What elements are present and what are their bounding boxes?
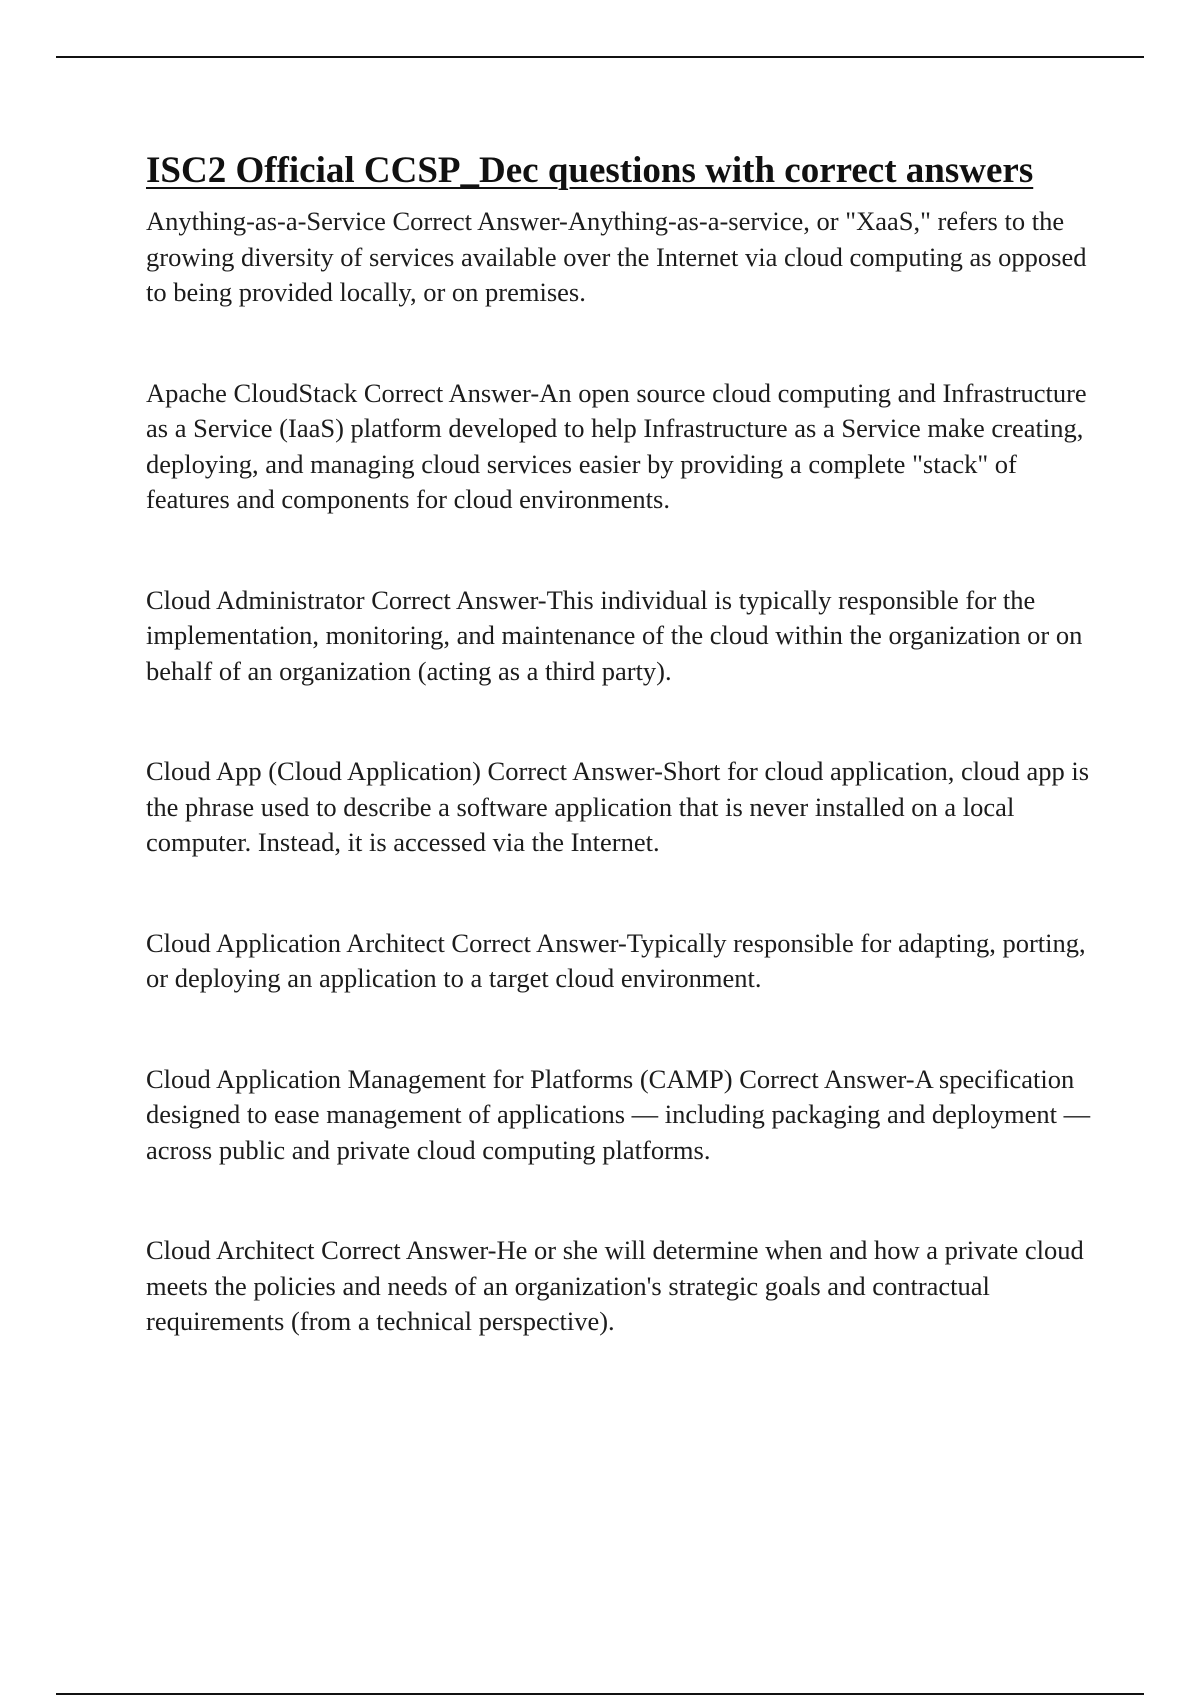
qa-entry: Cloud Administrator Correct Answer-This individual is typically responsible for the implementation, monitoring, and maintenance of the cloud within the organization or on behalf of an organization (acting as a third party). xyxy=(146,584,1083,686)
header-rule xyxy=(56,56,1144,58)
qa-entry: Anything-as-a-Service Correct Answer-Anything-as-a-service, or "XaaS," refers to the growing diversity of services available over the Internet via cloud computing as opposed to being provided locally, or on premises. xyxy=(146,206,1087,307)
qa-entry: Cloud Architect Correct Answer-He or she will determine when and how a private cloud meets the policies and needs of an organization's strategic goals and contractual requirements (from a technical perspective). xyxy=(146,1235,1084,1336)
qa-entry: Cloud App (Cloud Application) Correct Answer-Short for cloud application, cloud app is the phrase used to describe a software application that is never installed on a local computer. Instead, it is accessed via the Internet. xyxy=(146,756,1090,857)
qa-entry: Apache CloudStack Correct Answer-An open source cloud computing and Infrastructure as a Service (IaaS) platform developed to help Infrastructure as a Service make creating, deploying, and managing cloud services easier by providing a complete "stack" of features and components for cloud environments. xyxy=(146,377,1087,514)
footer-rule xyxy=(56,1693,1144,1695)
qa-entry: Cloud Application Architect Correct Answer-Typically responsible for adapting, porting, or deploying an application to a target cloud environment. xyxy=(146,927,1086,993)
document-title: ISC2 Official CCSP_Dec questions with correct answers xyxy=(146,150,1034,191)
qa-entry: Cloud Application Management for Platforms (CAMP) Correct Answer-A specification designed to ease management of applications — including packaging and deployment — across public and private cloud computing platforms. xyxy=(146,1063,1091,1165)
document-body xyxy=(146,146,1096,1340)
